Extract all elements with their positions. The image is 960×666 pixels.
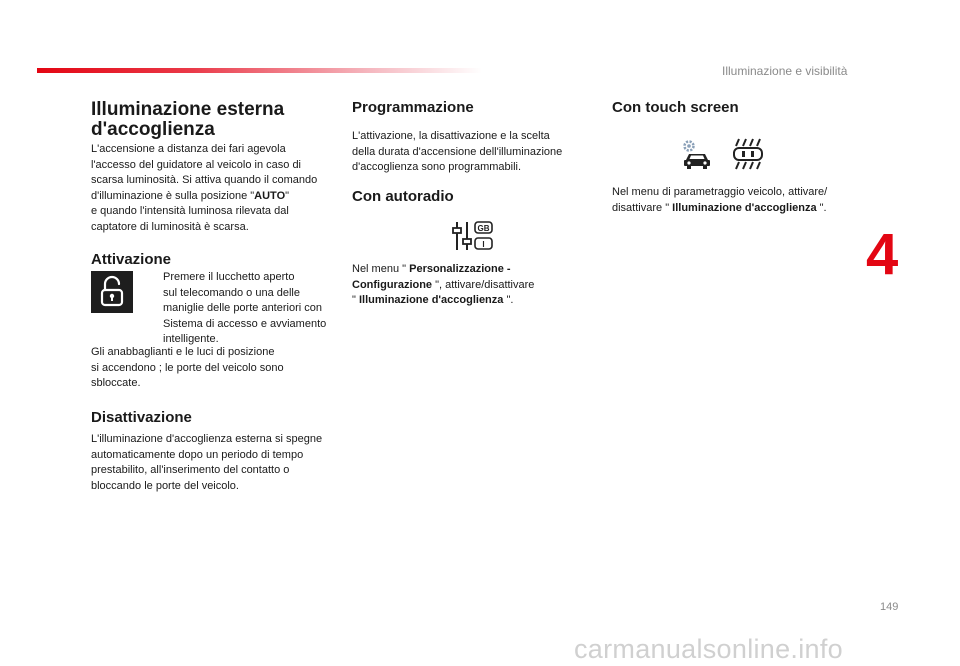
- heading-touch-screen: Con touch screen: [612, 99, 739, 116]
- radio-instructions: Nel menu " Personalizzazione - Configurazione ", attivare/disattivare " Illuminazione d'accoglienza ".: [352, 263, 535, 306]
- settings-sliders-language-icon: [450, 219, 496, 253]
- chapter-number: 4: [866, 222, 899, 287]
- heading-programming: Programmazione: [352, 99, 474, 116]
- section-title: Illuminazione e visibilità: [722, 64, 848, 78]
- intro-paragraph: L'accensione a distanza dei fari agevola l'accesso del guidatore al veicolo in caso di scarsa luminosità. Si attiva quando il comando d'illuminazione è sulla posizione "AUTO" e quando l'intensità luminosa rilevata dal captatore di luminosità è scarsa.: [91, 143, 318, 233]
- radio-icon-gb-label: GB: [477, 224, 490, 233]
- activation-result: Gli anabbaglianti e le luci di posizione si accendono ; le porte del veicolo sono sbloccate.: [91, 346, 284, 389]
- programming-paragraph: L'attivazione, la disattivazione e la scelta della durata d'accensione dell'illuminazione d'accoglienza sono programmabili.: [352, 130, 563, 173]
- page-number: 149: [880, 601, 899, 613]
- watermark-text: carmanualsonline.info: [574, 634, 843, 664]
- vehicle-settings-icon: [680, 138, 714, 172]
- lighting-setting-icon: [731, 136, 765, 172]
- title-exterior-lighting: Illuminazione esterna d'accoglienza: [91, 99, 285, 140]
- activation-steps: Premere il lucchetto aperto sul telecomando o una delle maniglie delle porte anteriori con Sistema di accesso e avviamento intelligente.: [163, 271, 327, 345]
- deactivation-paragraph: L'illuminazione d'accoglienza esterna si spegne automaticamente dopo un periodo di tempo prestabilito, all'inserimento del contatto o bloccando le porte del veicolo.: [91, 433, 323, 492]
- radio-icon-i-label: I: [482, 240, 485, 249]
- heading-activation: Attivazione: [91, 251, 172, 268]
- header-accent-bar: [37, 68, 482, 73]
- touch-screen-instructions: Nel menu di parametraggio veicolo, attivare/ disattivare " Illuminazione d'accoglienza ".: [612, 186, 828, 214]
- heading-deactivation: Disattivazione: [91, 409, 192, 426]
- heading-radio: Con autoradio: [352, 188, 454, 205]
- unlock-padlock-icon: [91, 271, 133, 313]
